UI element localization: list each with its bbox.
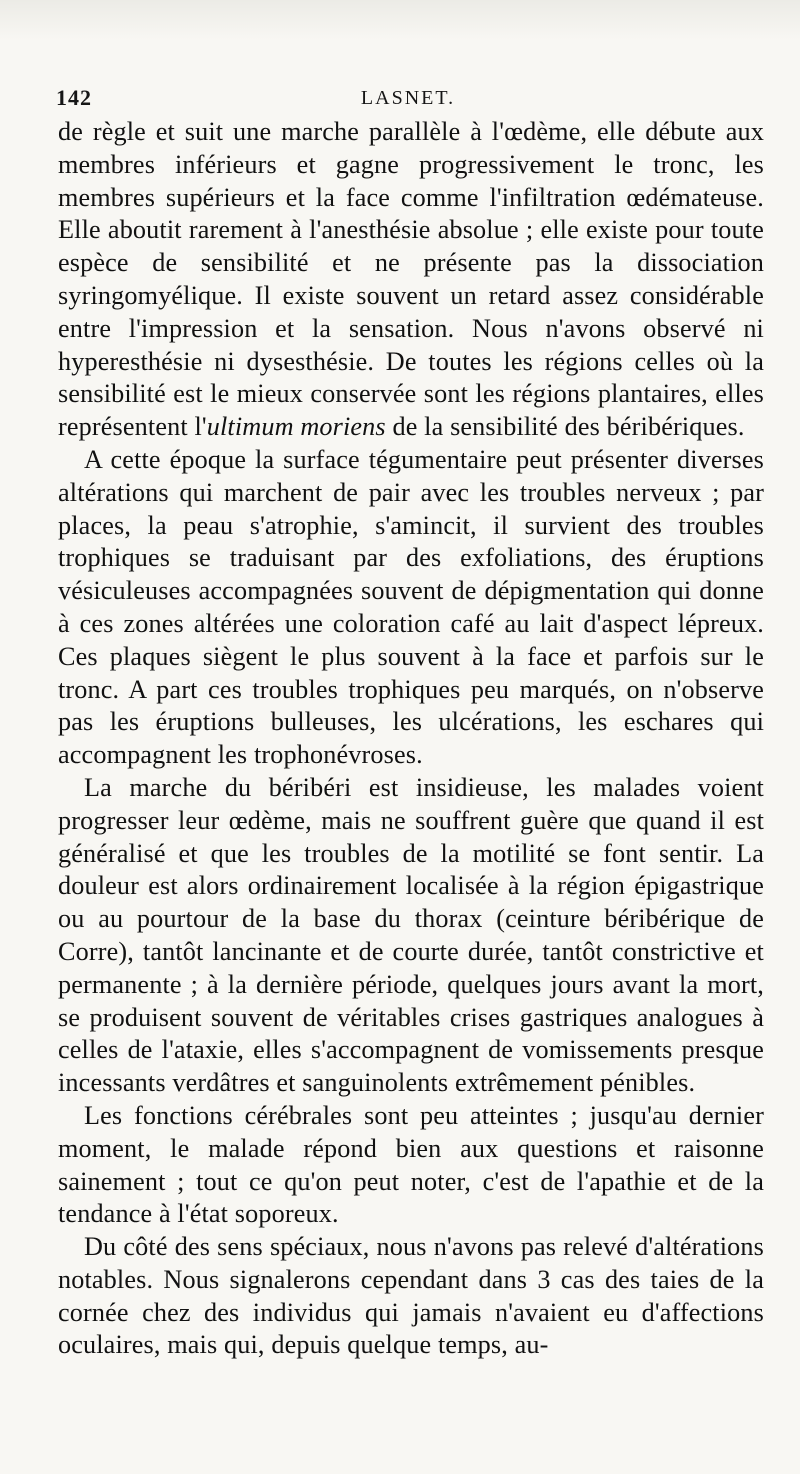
page-number: 142 — [56, 85, 92, 110]
paragraph-4: Les fonctions cérébrales sont peu atteintes ; jusqu'au dernier moment, le malade répond bien aux questions et raisonne sainement ; tout ce qu'on peut noter, c'est de l'apathie et de la tendance à l'état soporeux. — [58, 1100, 764, 1229]
page-header — [56, 85, 760, 113]
paragraph-1-text-before: de règle et suit une marche parallèle à l'œdème, elle débute aux membres inférieurs et gagne progressivement le tronc, les membres supérieurs et la face comme l'infiltration œdémateuse. Elle aboutit rarement à l'anesthésie absolue ; elle existe pour toute espèce de sensibilité et ne présente pas la dissociation syringomyélique. Il existe souvent un retard assez considérable entre l'impression et la sensation. Nous n'avons observé ni hyperesthésie ni dysesthésie. De toutes les régions celles où la sensibilité est le mieux conservée sont les régions plantaires, elles représentent l' — [58, 117, 764, 442]
running-title: LASNET. — [360, 87, 456, 109]
paragraph-3: La marche du béribéri est insidieuse, les malades voient progresser leur œdème, mais ne souffrent guère que quand il est généralisé et que les troubles de la motilité se font sentir. La douleur est alors ordinairement localisée à la région épigastrique ou au pourtour de la base du thorax (ceinture béribérique de Corre), tantôt lancinante et de courte durée, tantôt constrictive et permanente ; à la dernière période, quelques jours avant la mort, se produisent souvent de véritables crises gastriques analogues à celles de l'ataxie, elles s'accompagnent de vomissements presque incessants verdâtres et sanguinolents extrêmement pénibles. — [58, 772, 764, 1098]
paragraph-5: Du côté des sens spéciaux, nous n'avons pas relevé d'altérations notables. Nous signalerons cependant dans 3 cas des taies de la cornée chez des individus qui jamais n'avaient eu d'affections oculaires, mais qui, depuis quelque temps, au- — [58, 1232, 764, 1360]
paragraph-1-text-after: de la sensibilité des béribériques. — [385, 412, 745, 442]
body-text — [58, 116, 764, 1362]
latin-phrase: ultimum moriens — [206, 412, 386, 442]
paragraph-2: A cette époque la surface tégumentaire peut présenter diverses altérations qui marchent de pair avec les troubles nerveux ; par places, la peau s'atrophie, s'amincit, il survient des troubles trophiques se traduisant par des exfoliations, des éruptions vésiculeuses accompagnées souvent de dépigmentation qui donne à ces zones altérées une coloration café au lait d'aspect lépreux. Ces plaques siègent le plus souvent à la face et parfois sur le tronc. A part ces troubles trophiques peu marqués, on n'observe pas les éruptions bulleuses, les ulcérations, les eschares qui accompagnent les trophonévroses. — [58, 444, 764, 770]
paragraph-1 — [58, 116, 764, 444]
